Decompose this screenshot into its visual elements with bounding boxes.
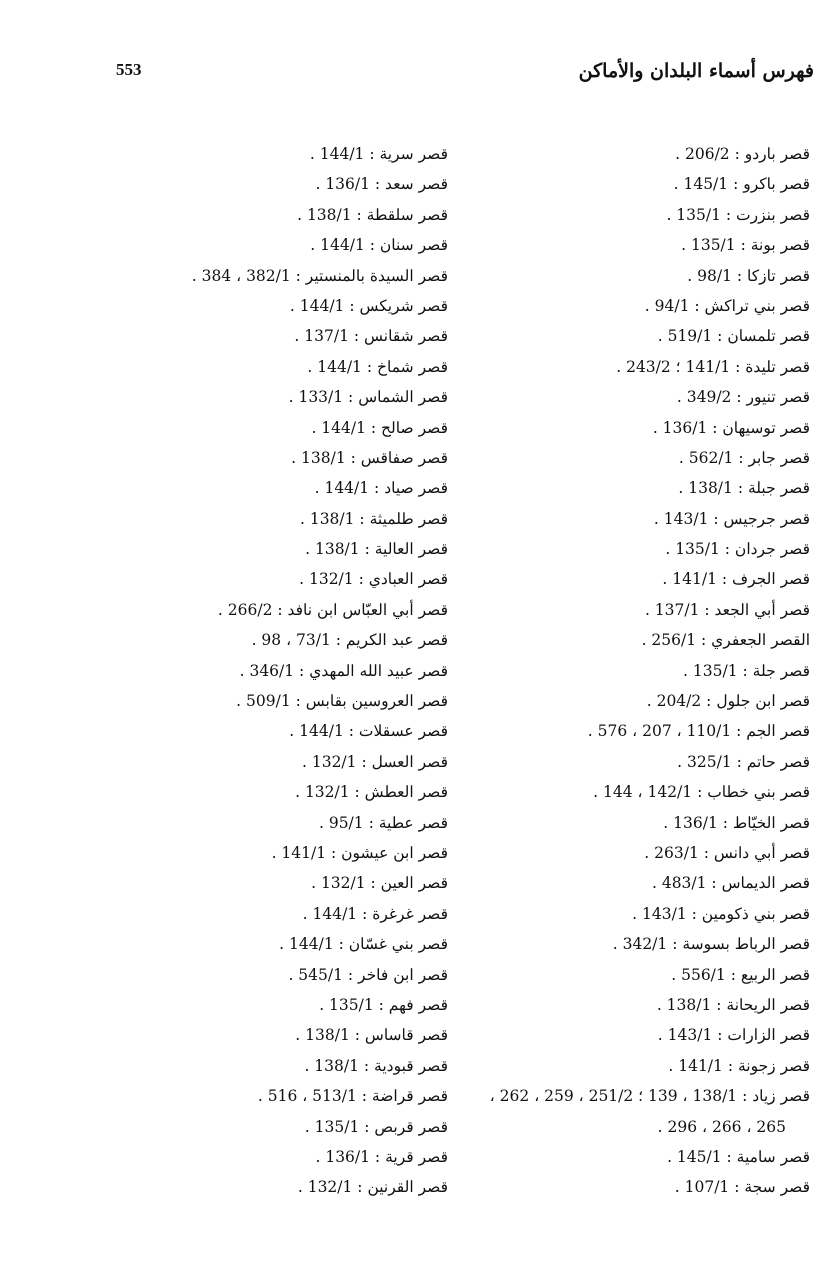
index-entry: قصر العسل : 132/1 . <box>301 752 448 771</box>
index-entry: قصر طلميثة : 138/1 . <box>299 509 448 528</box>
index-entry: القصر الجعفري : 256/1 . <box>641 631 810 650</box>
index-entry: قصر جلة : 135/1 . <box>683 661 810 680</box>
index-entry: قصر العين : 132/1 . <box>311 874 448 893</box>
index-column-left <box>88 139 448 1203</box>
index-entry: قصر شماخ : 144/1 . <box>307 357 448 376</box>
index-entry: قصر الشماس : 133/1 . <box>288 388 448 407</box>
index-entry: قصر بنزرت : 135/1 . <box>666 205 810 224</box>
index-entry: قصر الزارات : 143/1 . <box>657 1026 810 1045</box>
index-entry: قصر قبودية : 138/1 . <box>304 1056 448 1075</box>
index-entry: قصر أبي العبّاس ابن نافد : 266/2 . <box>217 600 448 619</box>
index-entry: قصر جرجيس : 143/1 . <box>653 509 810 528</box>
index-entry: قصر الجم : 110/1 ، 207 ، 576 . <box>587 722 810 741</box>
index-entry: قصر باردو : 206/2 . <box>675 145 810 163</box>
index-entry: قصر تليدة : 141/1 ؛ 243/2 . <box>616 357 810 376</box>
index-entry: قصر زجونة : 141/1 . <box>668 1056 810 1075</box>
index-entry: قصر قراضة : 513/1 ، 516 . <box>257 1087 448 1106</box>
index-entry: قصر الربيع : 556/1 . <box>671 965 810 984</box>
index-entry: قصر بونة : 135/1 . <box>681 236 810 255</box>
index-entry: قصر حاتم : 325/1 . <box>677 752 810 771</box>
index-entry: قصر قربص : 135/1 . <box>304 1117 448 1136</box>
index-entry: قصر ابن فاخر : 545/1 . <box>288 965 448 984</box>
index-entry: قصر زياد : 138/1 ، 139 ؛ 251/2 ، 259 ، 262 ، <box>489 1087 810 1106</box>
index-entry: قصر عطية : 95/1 . <box>318 813 448 832</box>
index-entry: قصر شقانس : 137/1 . <box>294 327 448 346</box>
index-entry: قصر الديماس : 483/1 . <box>651 874 810 893</box>
index-entry: قصر ابن جلول : 204/2 . <box>646 692 810 711</box>
index-entry: قصر بني غسّان : 144/1 . <box>279 935 448 954</box>
index-entry: قصر أبي دانس : 263/1 . <box>644 843 810 862</box>
index-entry: قصر العطش : 132/1 . <box>295 783 448 802</box>
index-entry: قصر بني خطاب : 142/1 ، 144 . <box>593 783 810 802</box>
index-entry: قصر سرية : 144/1 . <box>309 145 448 163</box>
index-entry: قصر السيدة بالمنستير : 382/1 ، 384 . <box>191 266 448 285</box>
index-entry: قصر صياد : 144/1 . <box>314 479 448 498</box>
index-entry: قصر تنيور : 349/2 . <box>676 388 810 407</box>
index-entry: قصر قرية : 136/1 . <box>315 1147 448 1166</box>
index-entry: قصر جبلة : 138/1 . <box>678 479 810 498</box>
index-entry: قصر العبادي : 132/1 . <box>299 570 448 589</box>
index-entry: قصر تلمسان : 519/1 . <box>657 327 810 346</box>
page-number: 553 <box>116 60 142 79</box>
index-entry-continuation: 265 ، 266 ، 296 . <box>657 1117 786 1136</box>
index-entry: قصر سامية : 145/1 . <box>667 1147 810 1166</box>
index-entry: قصر الريحانة : 138/1 . <box>656 995 810 1014</box>
index-entry: قصر عبد الكريم : 73/1 ، 98 . <box>251 631 448 650</box>
index-entry: قصر توسيهان : 136/1 . <box>652 418 810 437</box>
index-entry: قصر جابر : 562/1 . <box>678 448 810 467</box>
index-entry: قصر فهم : 135/1 . <box>319 995 448 1014</box>
index-entry: قصر عسقلات : 144/1 . <box>289 722 448 741</box>
index-entry: قصر صالح : 144/1 . <box>311 418 448 437</box>
index-entry: قصر القرنين : 132/1 . <box>297 1178 448 1197</box>
index-entry: قصر قاساس : 138/1 . <box>295 1026 448 1045</box>
index-entry: قصر الخيّاط : 136/1 . <box>663 813 810 832</box>
index-entry: قصر جردان : 135/1 . <box>665 540 810 559</box>
index-entry: قصر عبيد الله المهدي : 346/1 . <box>239 661 448 680</box>
index-entry: قصر سنان : 144/1 . <box>310 236 448 255</box>
index-entry: قصر الجرف : 141/1 . <box>662 570 810 589</box>
running-header: فهرس أسماء البلدان والأماكن <box>578 60 814 82</box>
index-column-right <box>450 139 810 1203</box>
index-entry: قصر سعد : 136/1 . <box>315 175 448 194</box>
index-entry: قصر بني تراكش : 94/1 . <box>644 296 810 315</box>
index-entry: قصر باكرو : 145/1 . <box>673 175 810 194</box>
index-entry: قصر العروسين بقابس : 509/1 . <box>236 692 448 711</box>
index-entry: قصر شريكس : 144/1 . <box>289 296 448 315</box>
index-entry: قصر العالية : 138/1 . <box>305 540 448 559</box>
index-entry: قصر بني ذكومين : 143/1 . <box>632 904 810 923</box>
index-entry: قصر غرغرة : 144/1 . <box>302 904 448 923</box>
index-entry: قصر صفاقس : 138/1 . <box>291 448 448 467</box>
index-entry: قصر أبي الجعد : 137/1 . <box>644 600 810 619</box>
index-entry: قصر سلقطة : 138/1 . <box>297 205 448 224</box>
index-entry: قصر ابن عيشون : 141/1 . <box>271 843 448 862</box>
index-entry: قصر تازكا : 98/1 . <box>687 266 810 285</box>
index-entry: قصر الرباط بسوسة : 342/1 . <box>612 935 810 954</box>
index-entry: قصر سجة : 107/1 . <box>674 1178 810 1197</box>
